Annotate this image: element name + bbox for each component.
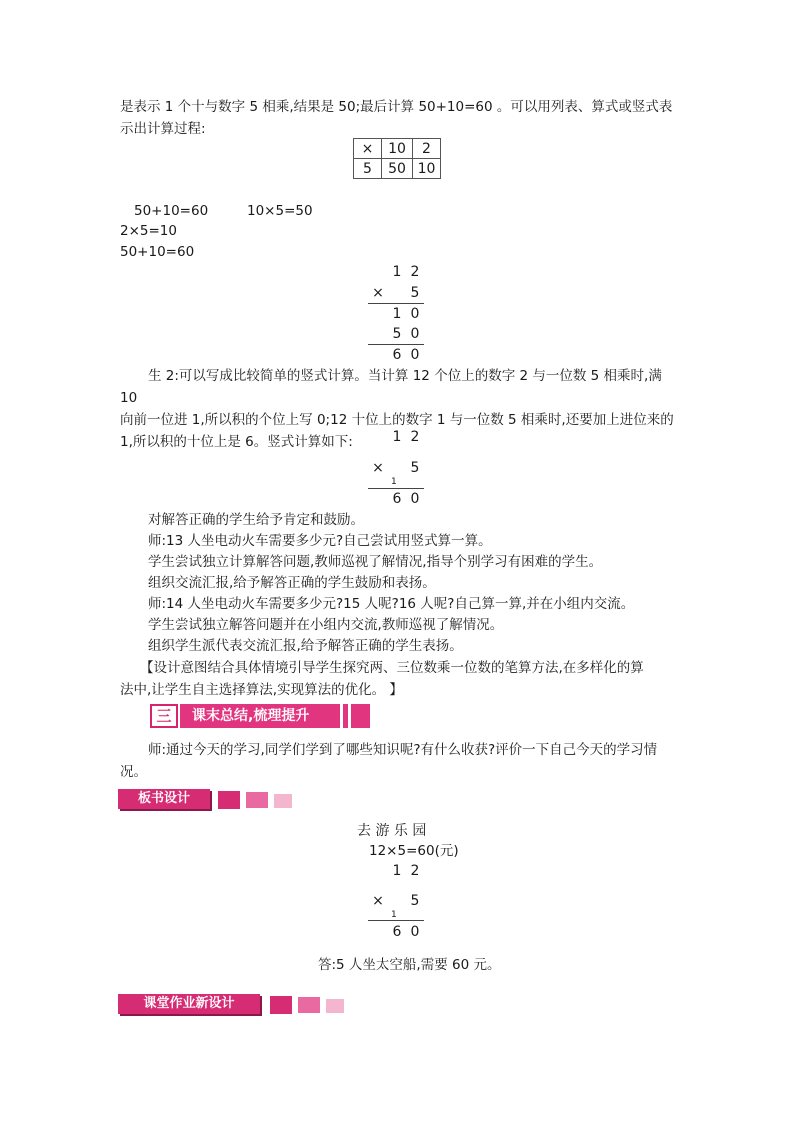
equation-3: 2×5=10 [120, 223, 177, 239]
activities-list [120, 510, 680, 657]
multiplication-table [353, 138, 441, 179]
activity-line: 学生尝试独立计算解答问题,教师巡视了解情况,指导个别学习有困难的学生。 [148, 554, 603, 570]
table-cell: × [354, 139, 382, 159]
student2-line-1: 生 2:可以写成比较简单的竖式计算。当计算 12 个位上的数字 2 与一位数 5 相乘时,满 10 [120, 368, 662, 406]
digit: 0 [410, 347, 420, 363]
multiply-sign: × [372, 285, 384, 301]
digit: 1 [392, 264, 402, 280]
divider-line [368, 344, 424, 345]
summary-paragraph [120, 739, 680, 783]
divider-line [368, 920, 424, 921]
digit: 6 [392, 924, 402, 940]
digit: 2 [410, 429, 420, 445]
activity-line: 对解答正确的学生给予肯定和鼓励。 [148, 512, 364, 528]
carry-digit: 1 [391, 477, 397, 487]
digit: 1 [392, 429, 402, 445]
equation-2: 10×5=50 [247, 203, 313, 219]
board-title: 去 游 乐 园 [357, 823, 427, 839]
digit: 2 [410, 863, 420, 879]
divider-line [368, 488, 424, 489]
table-cell: 10 [413, 159, 441, 179]
activity-line: 学生尝试独立解答问题并在小组内交流,教师巡视了解情况。 [148, 617, 504, 633]
digit: 6 [392, 491, 402, 507]
decor-square [274, 794, 292, 808]
digit: 6 [392, 347, 402, 363]
intro-line-2: 示出计算过程: [120, 121, 206, 137]
multiply-sign: × [372, 460, 384, 476]
equation-1: 50+10=60 [134, 203, 209, 219]
design-intent [120, 657, 680, 701]
summary-line-1: 师:通过今天的学习,同学们学到了哪些知识呢?有什么收获?评价一下自己今天的学习情 [148, 742, 658, 758]
digit: 5 [410, 460, 420, 476]
decor-square [270, 996, 292, 1014]
intro-line-1: 是表示 1 个十与数字 5 相乘,结果是 50;最后计算 50+10=60 。可以用列表、算式或竖式表 [120, 99, 673, 115]
digit: 0 [410, 491, 420, 507]
digit: 0 [410, 924, 420, 940]
summary-line-2: 况。 [120, 764, 147, 780]
digit: 0 [410, 326, 420, 342]
table-row [354, 159, 441, 179]
digit: 2 [410, 264, 420, 280]
student2-line-2: 向前一位进 1,所以积的个位上写 0;12 十位上的数字 1 与一位数 5 相乘时,还要加上进位来的 [120, 412, 674, 428]
board-design-label: 板书设计 [118, 789, 210, 809]
activity-line: 师:14 人坐电动火车需要多少元?15 人呢?16 人呢?自己算一算,并在小组内交流。 [148, 596, 635, 612]
digit: 0 [410, 306, 420, 322]
decor-square [218, 791, 240, 809]
board-answer: 答:5 人坐太空船,需要 60 元。 [318, 957, 501, 973]
digit: 5 [410, 285, 420, 301]
design-intent-line-2: 法中,让学生自主选择算法,实现算法的优化。 】 [120, 682, 403, 698]
decor-square [298, 997, 320, 1013]
divider-line [368, 303, 424, 304]
multiply-sign: × [372, 893, 384, 909]
activity-line: 师:13 人坐电动火车需要多少元?自己尝试用竖式算一算。 [148, 533, 492, 549]
decor-square [326, 999, 344, 1013]
table-row [354, 139, 441, 159]
student2-line-3: 1,所以积的十位上是 6。竖式计算如下: [120, 434, 353, 450]
table-cell: 50 [382, 159, 413, 179]
digit: 5 [410, 893, 420, 909]
section-number: 三 [150, 704, 178, 728]
carry-digit: 1 [391, 910, 397, 920]
section-title: 课末总结,梳理提升 [192, 708, 310, 724]
digit: 1 [392, 863, 402, 879]
decor-square [246, 792, 268, 808]
activity-line: 组织交流汇报,给予解答正确的学生鼓励和表扬。 [148, 575, 436, 591]
board-equation: 12×5=60(元) [369, 843, 459, 859]
table-cell: 10 [382, 139, 413, 159]
table-cell: 5 [354, 159, 382, 179]
homework-label: 课堂作业新设计 [118, 994, 260, 1014]
intro-paragraph [120, 96, 680, 140]
equation-4: 50+10=60 [120, 244, 195, 260]
digit: 5 [392, 326, 402, 342]
table-cell: 2 [413, 139, 441, 159]
design-intent-line-1: 【设计意图结合具体情境引导学生探究两、三位数乘一位数的笔算方法,在多样化的算 [140, 660, 644, 676]
digit: 1 [392, 306, 402, 322]
activity-line: 组织学生派代表交流汇报,给予解答正确的学生表扬。 [148, 638, 463, 654]
